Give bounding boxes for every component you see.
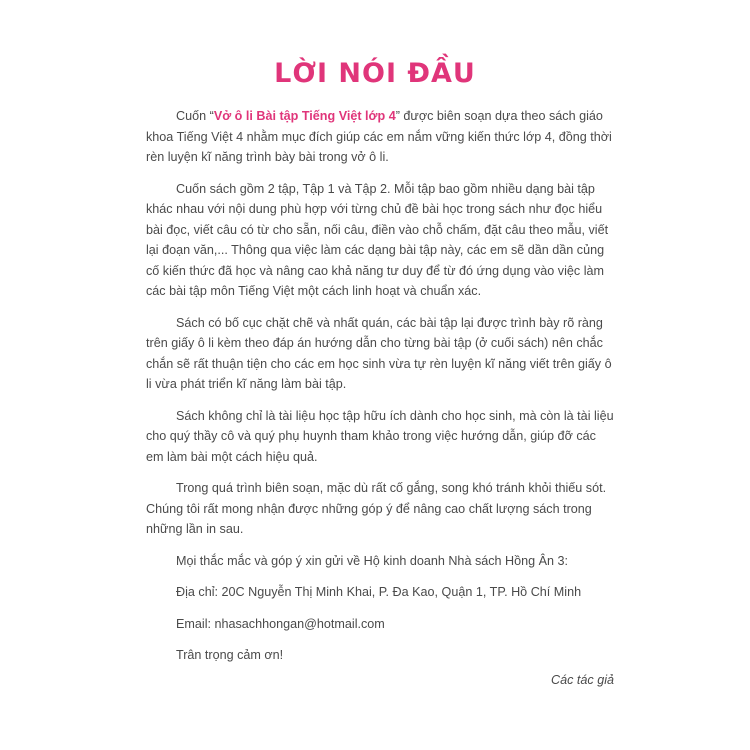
preface-body [146, 106, 616, 690]
page-title: LỜI NÓI ĐẦU [274, 58, 476, 89]
thanks-line: Trân trọng cảm ơn! [176, 648, 284, 662]
contact-address: Địa chỉ: 20C Nguyễn Thị Minh Khai, P. Đa Kao, Quận 1, TP. Hồ Chí Minh [176, 585, 582, 599]
paragraph-intro [146, 106, 616, 168]
contact-intro: Mọi thắc mắc và góp ý xin gửi về Hộ kinh doanh Nhà sách Hồng Ân 3: [176, 553, 569, 568]
paragraph-feedback: Trong quá trình biên soạn, mặc dù rất cố gắng, song khó tránh khỏi thiếu sót. Chúng tôi rất mong nhận được những góp ý để nâng cao chất lượng sách trong những lần in sau. [146, 481, 607, 536]
book-title: Vở ô li Bài tập Tiếng Việt lớp 4 [213, 109, 396, 123]
contact-email: Email: nhasachhongan@hotmail.com [176, 616, 385, 631]
intro-after: ” được biên soạn dựa theo sách giáo khoa Tiếng Việt 4 nhằm mục đích giúp các em nắm vững kiến thức lớp 4, đồng thời rèn luyện kĩ năng trình bày bài trong vở ô li. [146, 109, 612, 164]
paragraph-layout: Sách có bố cục chặt chẽ và nhất quán, các bài tập lại được trình bày rõ ràng trên giấy ô li kèm theo đáp án hướng dẫn cho từng bài tập (ở cuối sách) nên chắc chắn sẽ rất thuận tiện cho các em học sinh vừa tự rèn luyện kĩ năng viết trên giấy ô li vừa phát triển kĩ năng làm bài tập. [146, 315, 612, 391]
paragraph-structure: Cuốn sách gồm 2 tập, Tập 1 và Tập 2. Mỗi tập bao gồm nhiều dạng bài tập khác nhau với nội dung phù hợp với từng chủ đề bài học trong sách như đọc hiểu bài đọc, viết câu có từ cho sẵn, nối câu, điền vào chỗ chấm, đặt câu theo mẫu, viết lại đoạn văn,... Thông qua việc làm các dạng bài tập này, các em sẽ dần dần củng cố kiến thức đã học và nâng cao khả năng tư duy để từ đó ứng dụng vào việc làm các bài tập môn Tiếng Việt một cách linh hoạt và chuẩn xác. [146, 181, 609, 298]
paragraph-audience: Sách không chỉ là tài liệu học tập hữu ích dành cho học sinh, mà còn là tài liệu cho quý thầy cô và quý phụ huynh tham khảo trong việc hướng dẫn, giúp đỡ các em làm bài một cách hiệu quả. [146, 408, 614, 464]
intro-before: Cuốn “ [176, 109, 214, 123]
signature: Các tác giả [551, 672, 614, 687]
